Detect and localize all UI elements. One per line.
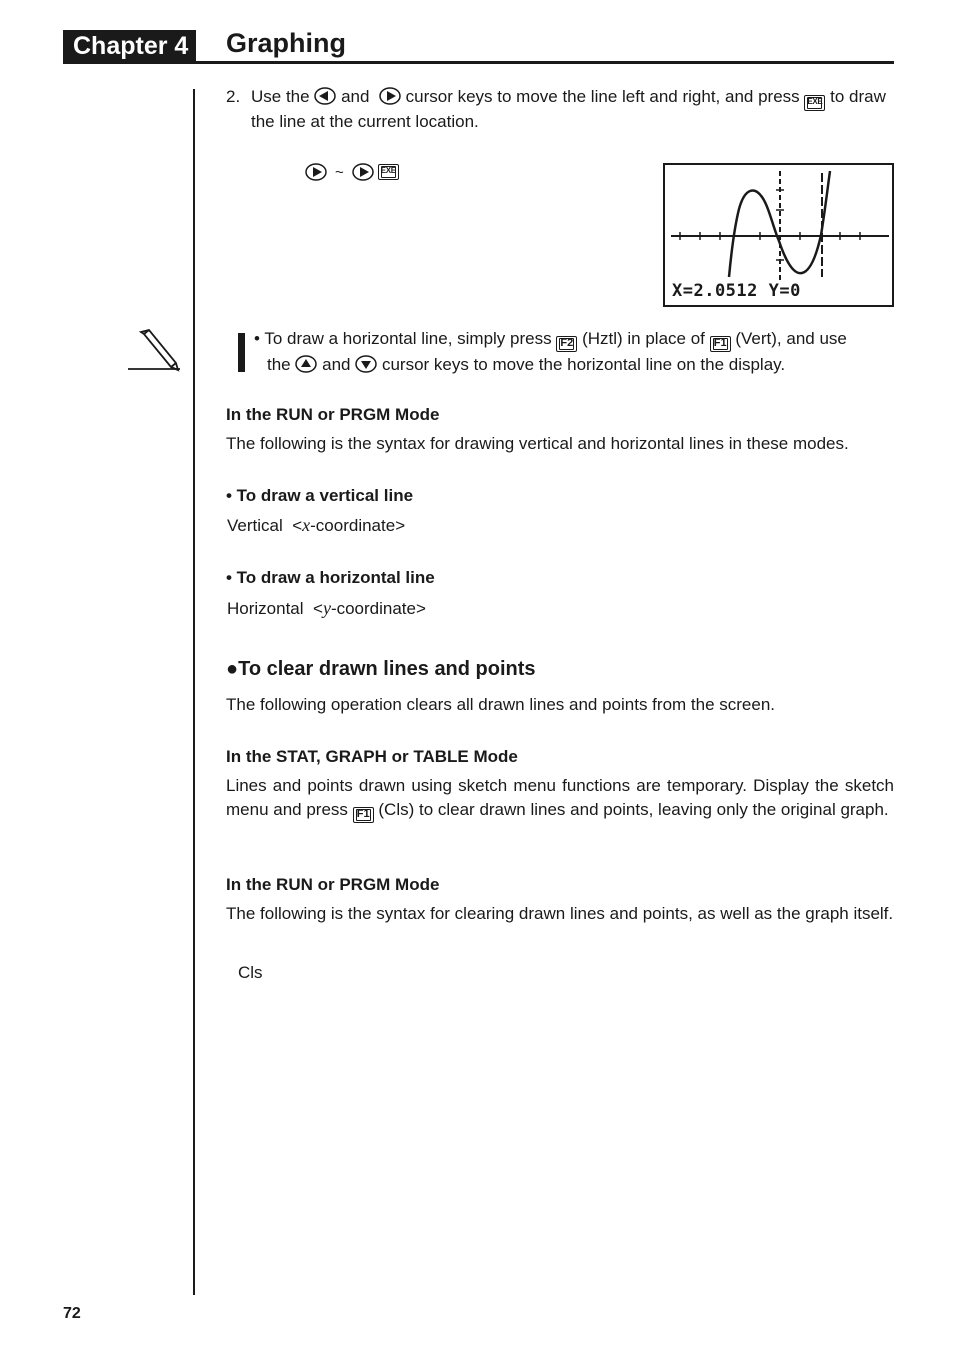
horizontal-line-heading: • To draw a horizontal line [226,568,435,587]
vertical-close: -coordinate> [310,516,406,535]
f1-key-icon: F1 [353,807,374,823]
step-text-4: to draw the line at the current location. [251,87,886,131]
chapter-label: Chapter 4 [63,30,196,62]
horizontal-syntax [227,597,426,620]
step-text-1: Use the [251,87,310,106]
vertical-open: < [292,516,303,535]
margin-rule [193,89,195,1295]
pencil-icon [127,329,181,373]
cls-command: Cls [238,963,263,982]
stat-graph-text [226,774,894,823]
f1-key-icon: F1 [710,336,731,352]
header-rule [63,61,894,64]
stat-graph-text-2: (Cls) to clear drawn lines and points, leaving only the original graph. [378,799,889,819]
exe-key-icon: EXE [378,164,399,180]
step-text [251,86,894,133]
step-text-2: and [341,87,370,106]
right-arrow-key-icon [305,163,327,181]
horizontal-var: y [322,598,331,618]
horizontal-command: Horizontal [227,599,304,618]
up-arrow-key-icon [295,355,317,373]
stat-graph-text-1: Lines and points drawn using sketch menu functions are temporary. Display the sketch menu and press [226,776,894,819]
key-sequence [305,163,399,181]
down-arrow-key-icon [355,355,377,373]
stat-graph-heading: In the STAT, GRAPH or TABLE Mode [226,747,518,766]
clear-section-heading: ●To clear drawn lines and points [226,658,536,680]
vertical-line-heading: • To draw a vertical line [226,486,414,505]
run-prgm-heading-2: In the RUN or PRGM Mode [226,875,440,894]
step-text-3: cursor keys to move the line left and right, and press [405,87,800,106]
run-prgm-text-2: The following is the syntax for clearing drawn lines and points, as well as the graph itself. [226,904,894,923]
cursor-readout: X=2.0512 Y=0 [672,281,801,301]
step-2 [226,86,894,133]
run-prgm-text: The following is the syntax for drawing vertical and horizontal lines in these modes. [226,434,849,453]
run-prgm-heading: In the RUN or PRGM Mode [226,405,440,424]
page-number: 72 [63,1305,81,1322]
note-text-4: the [267,355,291,374]
step-number: 2. [226,87,241,106]
clear-intro: The following operation clears all drawn lines and points from the screen. [226,695,776,714]
exe-key-icon: EXE [804,95,825,111]
right-arrow-key-icon [379,87,401,105]
right-arrow-key-icon [352,163,374,181]
left-arrow-key-icon [314,87,336,105]
note-bar [238,333,245,372]
f2-key-icon: F2 [556,336,577,352]
note-text [254,326,894,377]
horizontal-close: -coordinate> [330,599,426,618]
vertical-command: Vertical [227,516,283,535]
note-text-2: (Hztl) in place of [582,329,705,348]
note-text-1: • To draw a horizontal line, simply press [254,329,552,348]
horizontal-open: < [313,599,323,618]
vertical-var: x [302,515,311,535]
sequence-separator: ~ [335,163,344,181]
note-text-3: (Vert), and use [735,329,847,348]
note-text-6: cursor keys to move the horizontal line on the display. [381,355,786,374]
calculator-screen [663,163,894,307]
chapter-title: Graphing [226,28,346,58]
note-text-5: and [322,355,351,374]
vertical-syntax [227,514,405,537]
